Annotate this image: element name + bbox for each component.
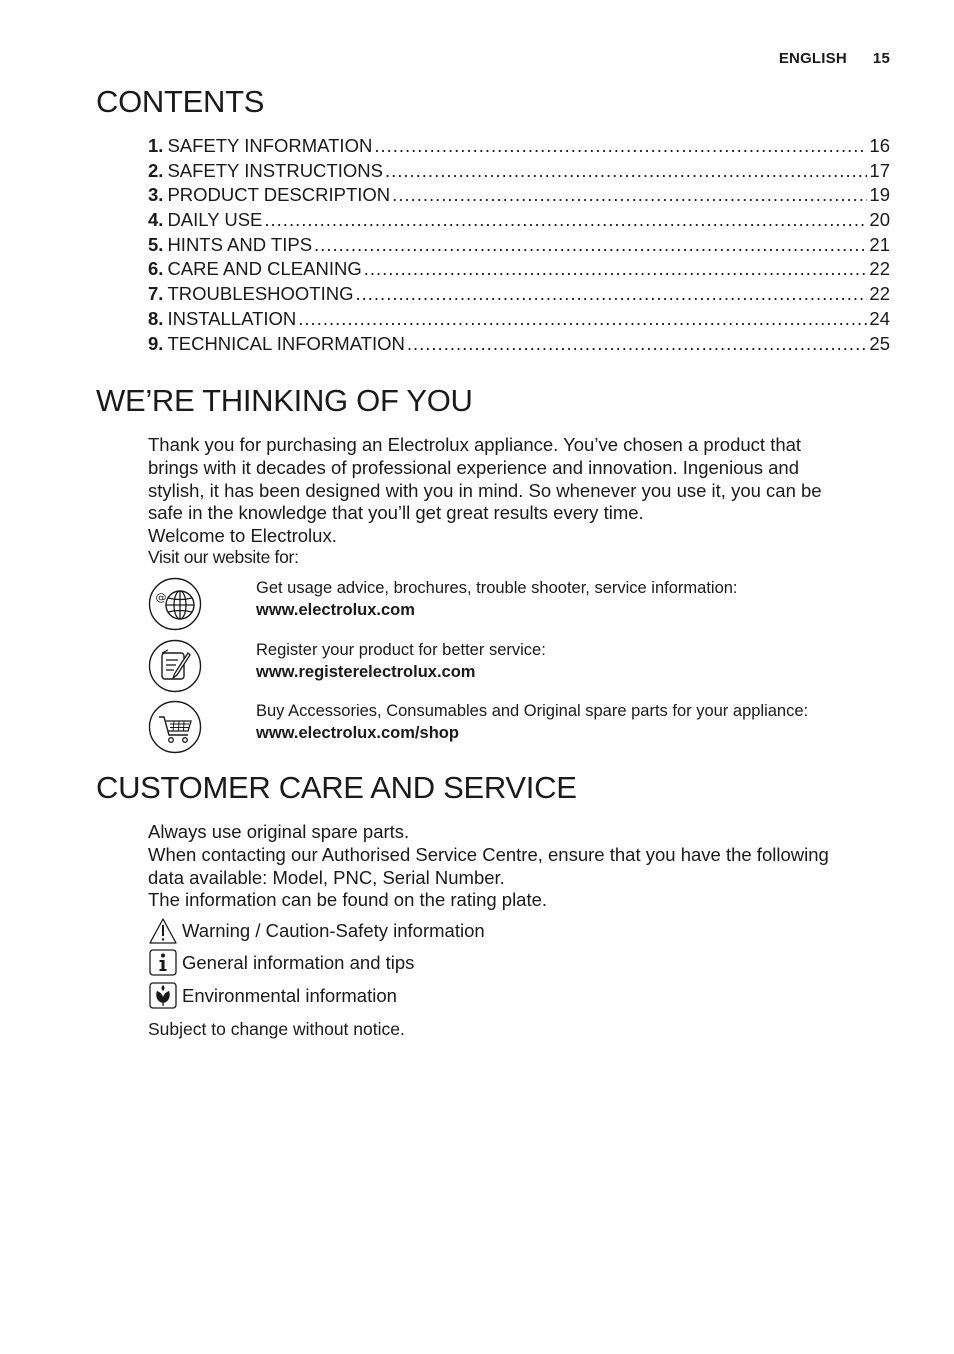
toc-page: 25 <box>869 332 890 354</box>
symbol-row-environment <box>148 982 397 1010</box>
toc-page: 24 <box>869 307 890 329</box>
toc-number: 5. <box>148 233 164 255</box>
paragraph-line: Welcome to Electrolux. <box>148 525 337 547</box>
website-link[interactable]: www.electrolux.com <box>256 601 415 619</box>
customer-care-paragraph <box>148 821 893 912</box>
toc-label: PRODUCT DESCRIPTION <box>167 184 391 206</box>
info-icon <box>148 949 178 977</box>
symbol-row-warning <box>148 917 485 945</box>
toc-page: 21 <box>869 233 890 255</box>
toc-page: 19 <box>869 184 890 206</box>
svg-text:@: @ <box>155 591 167 604</box>
language-label: ENGLISH <box>778 50 847 67</box>
toc-page: 22 <box>869 283 890 305</box>
toc-dots <box>392 183 867 208</box>
toc-dots <box>385 159 867 184</box>
symbol-row-info <box>148 949 414 977</box>
customer-care-title: CUSTOMER CARE AND SERVICE <box>96 770 577 805</box>
visit-label: Visit our website for: <box>148 547 299 567</box>
toc-number: 2. <box>148 159 164 181</box>
paragraph-line: data available: Model, PNC, Serial Number. <box>148 866 505 888</box>
table-of-contents <box>148 134 890 356</box>
toc-row[interactable] <box>148 307 890 332</box>
toc-number: 1. <box>148 135 164 156</box>
symbol-label: Warning / Caution-Safety information <box>182 920 485 941</box>
toc-dots <box>374 134 867 159</box>
toc-row[interactable] <box>148 134 890 159</box>
paragraph-line: safe in the knowledge that you’ll get great results every time. <box>148 502 644 524</box>
paragraph-line: stylish, it has been designed with you in mind. So whenever you use it, you can be <box>148 479 822 501</box>
paragraph-line: When contacting our Authorised Service Centre, ensure that you have the following <box>148 843 829 865</box>
toc-label: DAILY USE <box>167 209 263 231</box>
web-item-text: Register your product for better service: <box>256 641 546 659</box>
toc-label: TECHNICAL INFORMATION <box>167 332 405 354</box>
toc-label: CARE AND CLEANING <box>167 258 362 280</box>
symbol-label: General information and tips <box>182 952 415 973</box>
paragraph-line: Thank you for purchasing an Electrolux appliance. You’ve chosen a product that <box>148 434 802 455</box>
toc-row[interactable] <box>148 332 890 357</box>
page-header <box>779 50 890 67</box>
toc-row[interactable] <box>148 159 890 184</box>
website-link[interactable]: www.registerelectrolux.com <box>256 663 476 681</box>
paragraph-line: The information can be found on the rating plate. <box>148 889 548 911</box>
toc-label: SAFETY INSTRUCTIONS <box>167 159 383 181</box>
toc-label: INSTALLATION <box>167 307 297 329</box>
toc-number: 6. <box>148 258 164 280</box>
toc-number: 7. <box>148 283 164 305</box>
toc-row[interactable] <box>148 257 890 282</box>
web-item-support <box>148 577 893 633</box>
paragraph-line: Always use original spare parts. <box>148 821 410 842</box>
toc-label: SAFETY INFORMATION <box>167 135 373 156</box>
change-notice: Subject to change without notice. <box>148 1019 405 1039</box>
web-item-register <box>148 639 893 695</box>
toc-page: 17 <box>869 159 890 181</box>
environment-leaf-icon <box>148 982 178 1010</box>
web-item-text: Buy Accessories, Consumables and Original spare parts for your appliance: <box>256 702 809 720</box>
toc-dots <box>356 282 868 307</box>
toc-page: 16 <box>869 135 890 156</box>
page-number: 15 <box>872 50 890 67</box>
toc-number: 4. <box>148 209 164 231</box>
toc-label: HINTS AND TIPS <box>167 233 313 255</box>
warning-triangle-icon <box>148 917 178 945</box>
toc-dots <box>264 208 867 233</box>
toc-number: 9. <box>148 332 164 354</box>
toc-dots <box>298 307 867 332</box>
globe-at-icon <box>148 577 202 631</box>
toc-dots <box>364 257 868 282</box>
toc-label: TROUBLESHOOTING <box>167 283 354 305</box>
thank-you-paragraph <box>148 434 893 548</box>
toc-page: 22 <box>869 258 890 280</box>
toc-row[interactable] <box>148 183 890 208</box>
web-item-text: Get usage advice, brochures, trouble shooter, service information: <box>256 579 738 597</box>
toc-row[interactable] <box>148 233 890 258</box>
toc-row[interactable] <box>148 208 890 233</box>
toc-dots <box>407 332 868 357</box>
contents-title: CONTENTS <box>96 84 265 119</box>
register-notepad-icon <box>148 639 202 693</box>
web-item-shop <box>148 700 893 756</box>
toc-page: 20 <box>869 209 890 231</box>
paragraph-line: brings with it decades of professional experience and innovation. Ingenious and <box>148 456 800 478</box>
toc-dots <box>314 233 867 258</box>
toc-number: 3. <box>148 184 164 206</box>
website-link[interactable]: www.electrolux.com/shop <box>256 724 459 742</box>
symbol-label: Environmental information <box>182 985 397 1006</box>
toc-number: 8. <box>148 307 164 329</box>
thinking-title: WE’RE THINKING OF YOU <box>96 383 473 418</box>
toc-row[interactable] <box>148 282 890 307</box>
shopping-cart-icon <box>148 700 202 754</box>
